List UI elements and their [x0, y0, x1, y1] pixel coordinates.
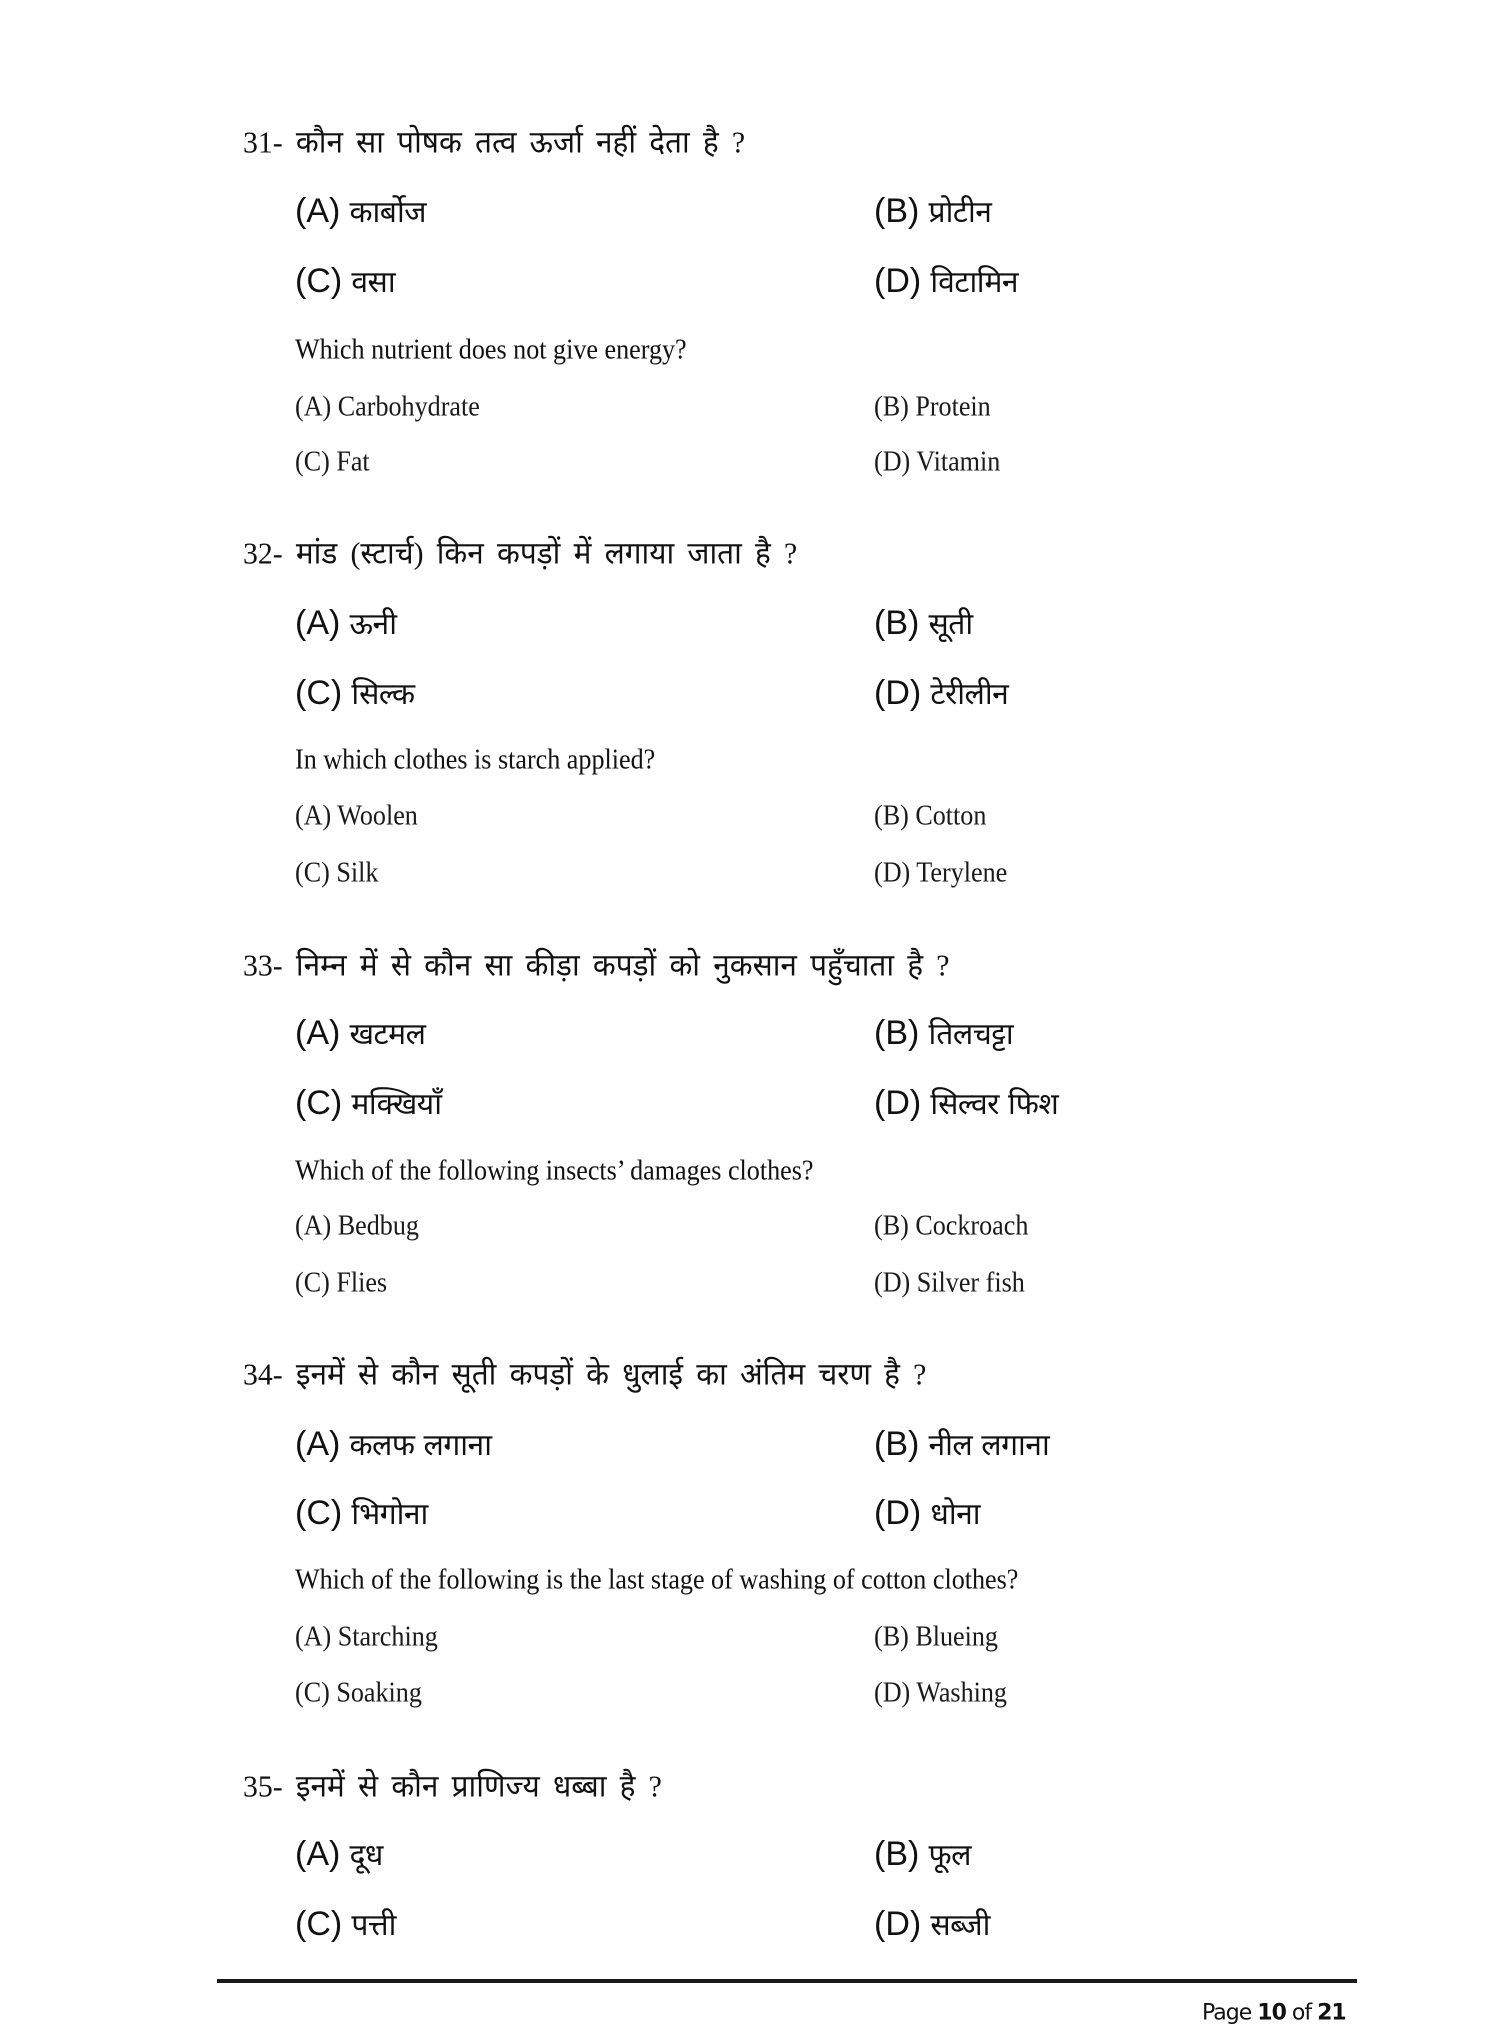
option-label: (D): [874, 856, 911, 889]
option-label: (D): [874, 1905, 922, 1943]
question-text-hindi: इनमें से कौन सूती कपड़ों के धुलाई का अंतिम चरण है ?: [295, 1356, 927, 1392]
option-b-english: [874, 1620, 998, 1653]
option-label: (C): [295, 1266, 330, 1299]
option-text: सूती: [928, 607, 973, 642]
footer-divider: [217, 1979, 1357, 1983]
option-text: कार्बोज: [349, 195, 426, 230]
option-text: Carbohydrate: [337, 390, 480, 423]
option-label: (D): [874, 1084, 922, 1122]
question-32-hindi: [243, 535, 798, 571]
question-number: 32-: [243, 535, 283, 571]
option-label: (B): [874, 799, 909, 832]
question-number: 33-: [243, 947, 283, 983]
option-label: (C): [295, 1494, 343, 1532]
option-label: (A): [295, 390, 332, 423]
question-text-hindi: निम्न में से कौन सा कीड़ा कपड़ों को नुकसान पहुँचाता है ?: [295, 947, 950, 983]
option-label: (C): [295, 262, 343, 300]
option-text: प्रोटीन: [928, 195, 992, 230]
option-text: पत्ती: [351, 1908, 396, 1943]
option-label: (B): [874, 604, 920, 642]
option-b-english: [874, 1209, 1029, 1242]
option-text: दूध: [349, 1838, 383, 1873]
option-label: (D): [874, 674, 922, 712]
option-b-hindi: [874, 1837, 971, 1871]
option-label: (B): [874, 390, 909, 423]
option-b-english: [874, 390, 991, 423]
option-c-hindi: [295, 1086, 441, 1120]
option-d-hindi: [874, 1907, 990, 1941]
option-a-english: [295, 390, 480, 423]
question-34-english: Which of the following is the last stage of washing of cotton clothes?: [295, 1563, 1019, 1596]
option-text: Silver fish: [916, 1266, 1025, 1299]
current-page: 10: [1257, 2000, 1286, 2026]
option-text: विटामिन: [930, 265, 1019, 300]
option-text: Woolen: [337, 799, 418, 832]
option-text: Silk: [336, 856, 379, 889]
option-text: Protein: [915, 390, 991, 423]
option-label: (A): [295, 1835, 341, 1873]
option-label: (C): [295, 445, 330, 478]
option-text: Bedbug: [337, 1209, 419, 1242]
option-d-english: [874, 445, 1001, 478]
question-text-hindi: मांड (स्टार्च) किन कपड़ों में लगाया जाता है ?: [295, 535, 798, 571]
question-33-english: Which of the following insects’ damages clothes?: [295, 1154, 814, 1187]
question-31-hindi: [243, 124, 746, 160]
question-text-hindi: कौन सा पोषक तत्व ऊर्जा नहीं देता है ?: [295, 124, 746, 160]
option-label: (A): [295, 192, 341, 230]
option-text: सिल्वर फिश: [930, 1087, 1059, 1122]
question-31-english: Which nutrient does not give energy?: [295, 333, 687, 366]
option-label: (C): [295, 1084, 343, 1122]
option-d-hindi: [874, 676, 1008, 710]
option-text: Washing: [916, 1676, 1007, 1709]
option-label: (A): [295, 1425, 341, 1463]
option-label: (A): [295, 1014, 341, 1052]
option-label: (B): [874, 1209, 909, 1242]
option-text: ऊनी: [349, 607, 397, 642]
option-label: (D): [874, 262, 922, 300]
option-text: टेरीलीन: [930, 677, 1009, 712]
option-b-hindi: [874, 1427, 1049, 1461]
option-d-english: [874, 1266, 1025, 1299]
option-b-hindi: [874, 194, 991, 228]
option-text: खटमल: [349, 1017, 426, 1052]
option-label: (C): [295, 856, 330, 889]
option-text: भिगोना: [351, 1497, 428, 1532]
option-c-hindi: [295, 264, 395, 298]
total-pages: 21: [1317, 2000, 1346, 2026]
question-34-hindi: [243, 1356, 927, 1392]
option-c-english: [295, 856, 379, 889]
option-text: कलफ लगाना: [349, 1428, 492, 1463]
option-a-hindi: [295, 1427, 491, 1461]
question-33-hindi: [243, 947, 950, 983]
option-d-english: [874, 1676, 1007, 1709]
option-label: (B): [874, 1425, 920, 1463]
option-d-english: [874, 856, 1008, 889]
page-number: [1202, 2001, 1346, 2026]
option-label: (B): [874, 1620, 909, 1653]
question-text-hindi: इनमें से कौन प्राणिज्य धब्बा है ?: [295, 1768, 662, 1804]
option-label: (C): [295, 1676, 330, 1709]
option-label: (C): [295, 674, 343, 712]
option-text: नील लगाना: [928, 1428, 1050, 1463]
option-label: (B): [874, 192, 920, 230]
option-text: सिल्क: [351, 677, 415, 712]
option-text: तिलचट्टा: [928, 1017, 1014, 1052]
option-text: वसा: [351, 265, 396, 300]
option-d-hindi: [874, 264, 1018, 298]
option-text: Cockroach: [915, 1209, 1029, 1242]
question-number: 31-: [243, 124, 283, 160]
option-c-english: [295, 1676, 422, 1709]
option-text: Fat: [336, 445, 370, 478]
option-label: (B): [874, 1835, 920, 1873]
option-a-hindi: [295, 1837, 383, 1871]
option-text: Flies: [336, 1266, 388, 1299]
option-text: Cotton: [915, 799, 987, 832]
question-35-hindi: [243, 1768, 662, 1804]
option-a-hindi: [295, 194, 426, 228]
page-prefix: Page: [1202, 2000, 1252, 2026]
option-d-hindi: [874, 1496, 980, 1530]
question-32-english: In which clothes is starch applied?: [295, 743, 656, 776]
option-a-english: [295, 1209, 419, 1242]
option-c-english: [295, 445, 370, 478]
question-number: 34-: [243, 1356, 283, 1392]
option-text: Blueing: [915, 1620, 998, 1653]
option-text: Vitamin: [916, 445, 1001, 478]
option-c-hindi: [295, 1496, 428, 1530]
option-b-hindi: [874, 1016, 1013, 1050]
option-text: मक्खियाँ: [351, 1087, 442, 1122]
option-label: (A): [295, 1620, 332, 1653]
option-text: Starching: [337, 1620, 438, 1653]
option-text: फूल: [928, 1838, 971, 1873]
option-label: (B): [874, 1014, 920, 1052]
option-c-hindi: [295, 676, 415, 710]
option-label: (D): [874, 1494, 922, 1532]
option-a-english: [295, 1620, 438, 1653]
option-text: Soaking: [336, 1676, 422, 1709]
option-a-hindi: [295, 606, 396, 640]
option-a-hindi: [295, 1016, 425, 1050]
option-label: (D): [874, 1676, 911, 1709]
option-text: Terylene: [916, 856, 1008, 889]
option-d-hindi: [874, 1086, 1058, 1120]
option-text: सब्जी: [930, 1908, 990, 1943]
page-of: of: [1291, 2000, 1312, 2026]
option-label: (C): [295, 1905, 343, 1943]
option-label: (D): [874, 445, 911, 478]
option-label: (A): [295, 799, 332, 832]
option-text: धोना: [930, 1497, 981, 1532]
option-b-english: [874, 799, 987, 832]
option-c-english: [295, 1266, 388, 1299]
option-label: (A): [295, 604, 341, 642]
question-number: 35-: [243, 1768, 283, 1804]
option-label: (D): [874, 1266, 911, 1299]
option-label: (A): [295, 1209, 332, 1242]
option-b-hindi: [874, 606, 973, 640]
option-c-hindi: [295, 1907, 396, 1941]
option-a-english: [295, 799, 418, 832]
